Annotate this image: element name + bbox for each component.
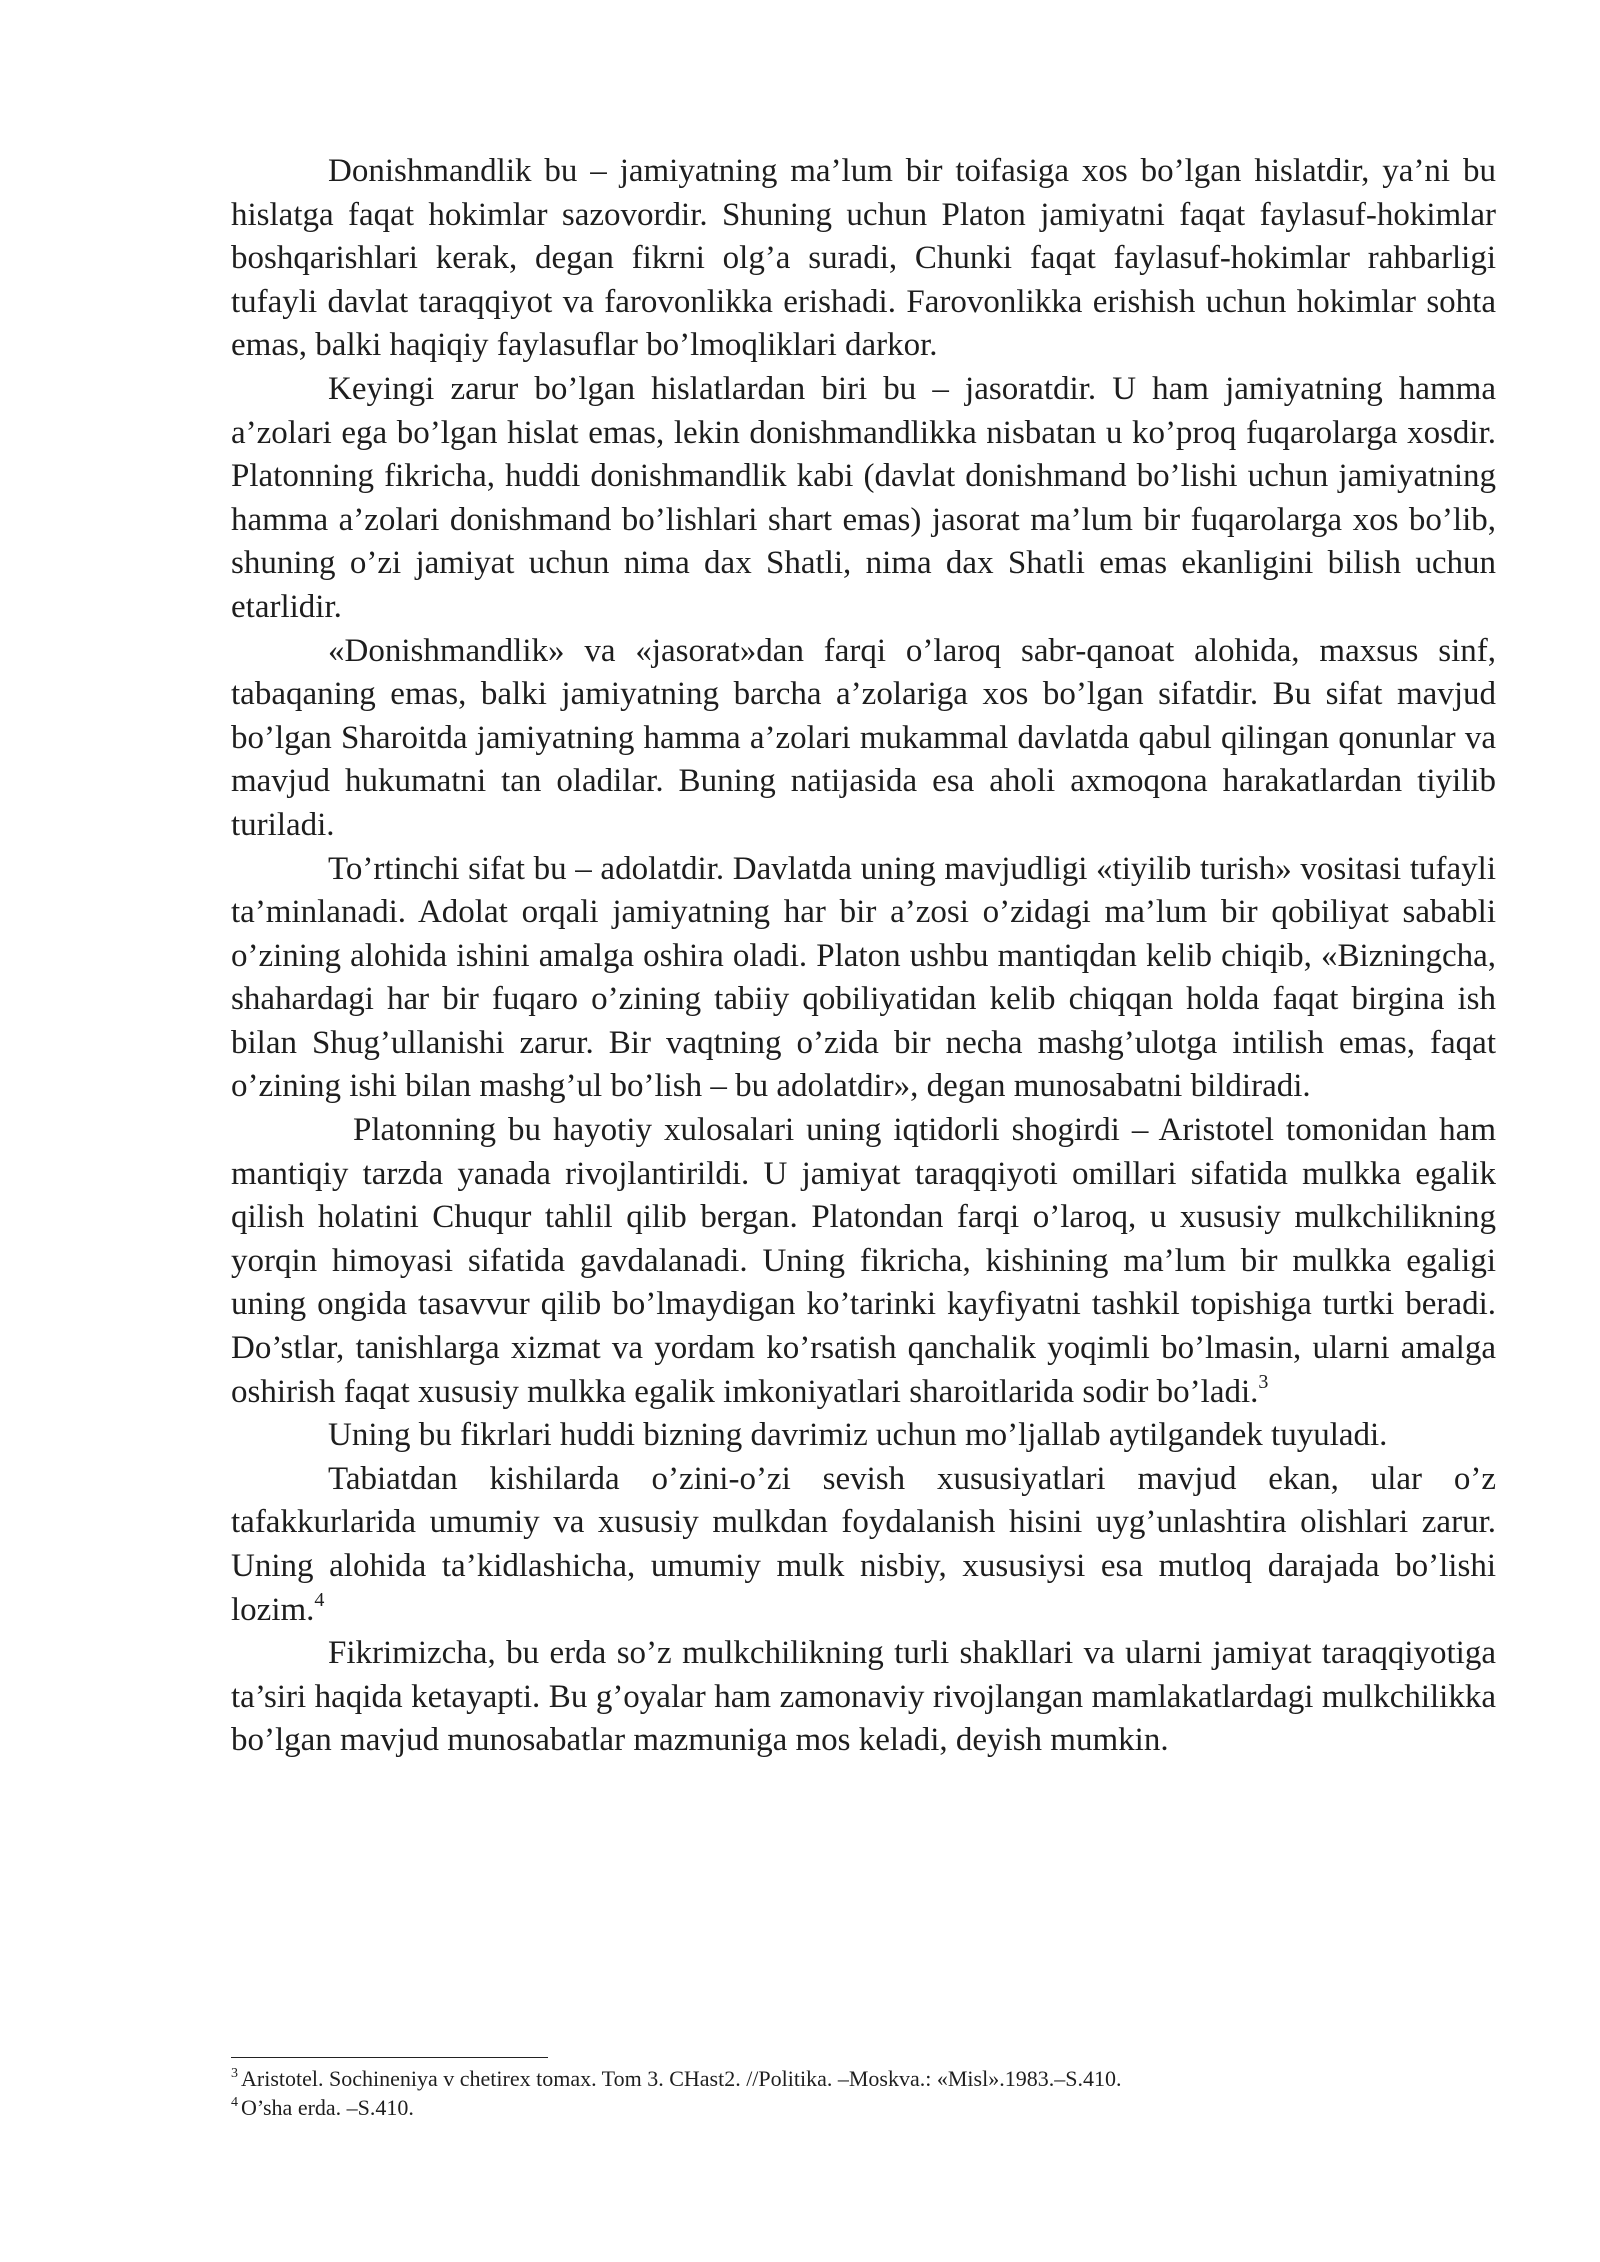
- paragraph-text: To’rtinchi sifat bu – adolatdir. Davlatda uning mavjudligi «tiyilib turish» vositasi tufayli ta’minlanadi. Adolat orqali jamiyatning har bir a’zosi o’zidagi ma’lum bir qobiliyat sababli o’zining alohida ishini amalga oshira oladi. Platon ushbu mantiqdan kelib chiqib, «Bizningcha, shahardagi har bir fuqaro o’zining tabiiy qobiliyatidan kelib chiqqan holda faqat birgina ish bilan Shug’ullanishi zarur. Bir vaqtning o’zida bir necha mashg’ulotga intilish emas, faqat o’zining ishi bilan mashg’ul bo’lish – bu adolatdir», degan munosabatni bildiradi.: [231, 850, 1496, 1105]
- footnote-text: Aristotel. Sochineniya v chetirex tomax. Tom 3. CHast2. //Politika. –Moskva.: «Misl».1983.–S.410.: [241, 2066, 1122, 2091]
- paragraph-aristotle: [231, 1109, 1496, 1414]
- footnote-item: [231, 2064, 1496, 2093]
- paragraph-conclusion: [231, 1632, 1496, 1763]
- footnote-item: [231, 2093, 1496, 2122]
- footnote-text: O’sha erda. –S.410.: [241, 2095, 414, 2120]
- footnote-number: 4: [231, 2095, 238, 2110]
- paragraph-courage: [231, 368, 1496, 630]
- footnote-separator: [231, 2057, 548, 2058]
- paragraph-self-love: [231, 1458, 1496, 1632]
- paragraph-text: Uning bu fikrlari huddi bizning davrimiz uchun mo’ljallab aytilgandek tuyuladi.: [328, 1417, 1388, 1454]
- paragraph-text: Fikrimizcha, bu erda so’z mulkchilikning turli shakllari va ularni jamiyat taraqqiyotiga ta’siri haqida ketayapti. Bu g’oyalar ham zamonaviy rivojlangan mamlakatlardagi mulkchilikka bo’lgan mavjud munosabatlar mazmuniga mos keladi, deyish mumkin.: [231, 1635, 1496, 1759]
- footnotes: [231, 2064, 1496, 2122]
- footnote-reference[interactable]: 3: [1258, 1370, 1269, 1393]
- paragraph-wisdom: [231, 150, 1496, 368]
- main-text: [231, 150, 1496, 1763]
- paragraph-text: Donishmandlik bu – jamiyatning ma’lum bir toifasiga xos bo’lgan hislatdir, ya’ni bu hislatga faqat hokimlar sazovordir. Shuning uchun Platon jamiyatni faqat faylasuf-hokimlar boshqarishlari kerak, degan fikrni olg’a suradi, Chunki faqat faylasuf-hokimlar rahbarligi tufayli davlat taraqqiyot va farovonlikka erishadi. Farovonlikka erishish uchun hokimlar sohta emas, balki haqiqiy faylasuflar bo’lmoqliklari darkor.: [231, 153, 1496, 364]
- footnote-number: 3: [231, 2066, 238, 2081]
- paragraph-moderation: [231, 630, 1496, 848]
- footnote-reference[interactable]: 4: [314, 1588, 325, 1611]
- paragraph-text: Tabiatdan kishilarda o’zini-o’zi sevish xususiyatlari mavjud ekan, ular o’z tafakkurlarida umumiy va xususiy mulkdan foydalanish hisini uyg’unlashtira olishlari zarur. Uning alohida ta’kidlashicha, umumiy mulk nisbiy, xususiysi esa mutloq darajada bo’lishi lozim.: [231, 1460, 1496, 1628]
- paragraph-text: «Donishmandlik» va «jasorat»dan farqi o’laroq sabr-qanoat alohida, maxsus sinf, tabaqaning emas, balki jamiyatning barcha a’zolariga xos bo’lgan sifatdir. Bu sifat mavjud bo’lgan Sharoitda jamiyatning hamma a’zolari mukammal davlatda qabul qilingan qonunlar va mavjud hukumatni tan oladilar. Buning natijasida esa aholi axmoqona harakatlardan tiyilib turiladi.: [231, 632, 1496, 843]
- paragraph-our-era: [231, 1414, 1496, 1458]
- paragraph-text: Keyingi zarur bo’lgan hislatlardan biri bu – jasoratdir. U ham jamiyatning hamma a’zolari ega bo’lgan hislat emas, lekin donishmandlikka nisbatan u ko’proq fuqarolarga xosdir. Platonning fikricha, huddi donishmandlik kabi (davlat donishmand bo’lishi uchun jamiyatning hamma a’zolari donishmand bo’lishlari shart emas) jasorat ma’lum bir fuqarolarga xos bo’lib, shuning o’zi jamiyat uchun nima dax Shatli, nima dax Shatli emas ekanligini bilish uchun etarlidir.: [231, 370, 1496, 625]
- paragraph-text: Platonning bu hayotiy xulosalari uning iqtidorli shogirdi – Aristotel tomonidan ham mantiqiy tarzda yanada rivojlantirildi. U jamiyat taraqqiyoti omillari sifatida mulkka egalik qilish holatini Chuqur tahlil qilib bergan. Platondan farqi o’laroq, u xususiy mulkchilikning yorqin himoyasi sifatida gavdalanadi. Uning fikricha, kishining ma’lum bir mulkka egaligi uning ongida tasavvur qilib bo’lmaydigan ko’tarinki kayfiyatni tashkil topishiga turtki beradi. Do’stlar, tanishlarga xizmat va yordam ko’rsatish qanchalik yoqimli bo’lmasin, ularni amalga oshirish faqat xususiy mulkka egalik imkoniyatlari sharoitlarida sodir bo’ladi.: [231, 1112, 1496, 1410]
- paragraph-justice: [231, 848, 1496, 1110]
